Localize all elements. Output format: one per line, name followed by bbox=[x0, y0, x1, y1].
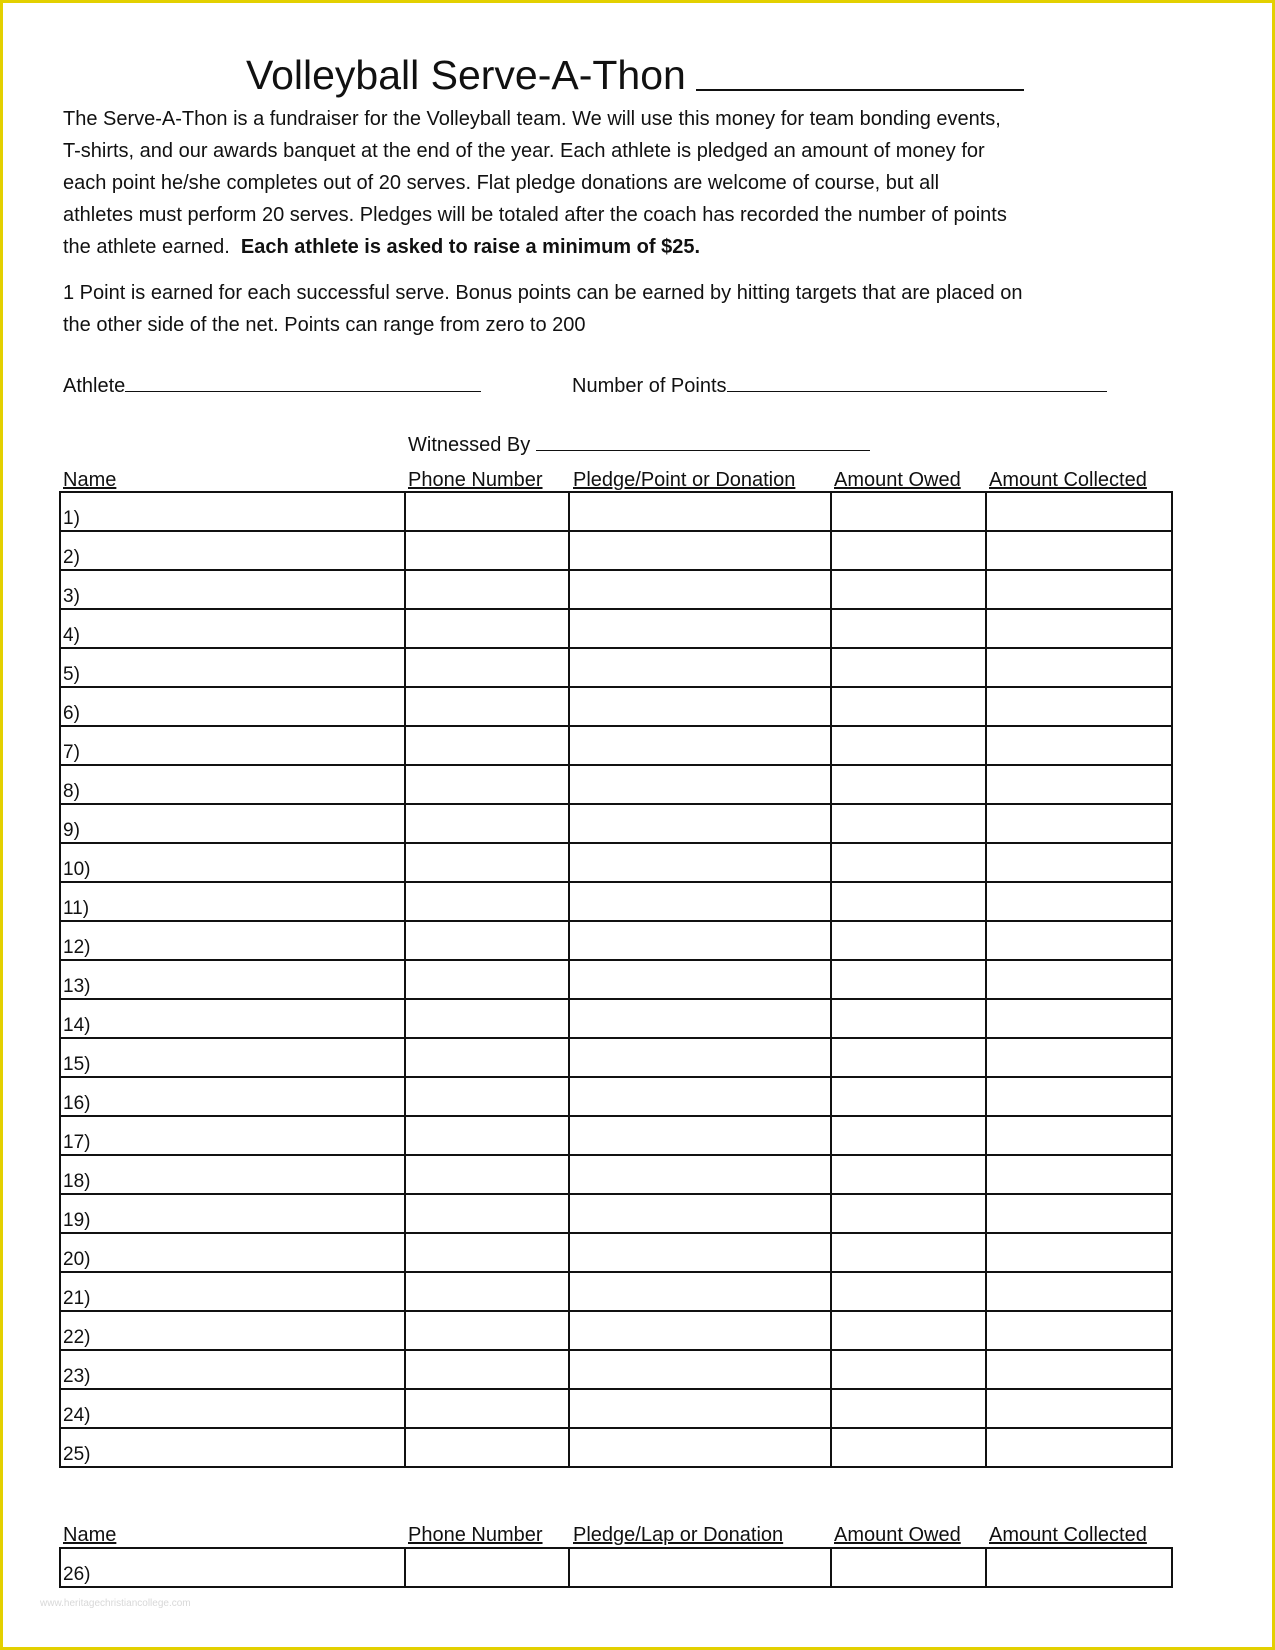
owed-cell[interactable] bbox=[831, 804, 986, 843]
phone-cell[interactable] bbox=[405, 609, 569, 648]
pledge-cell[interactable] bbox=[569, 1389, 831, 1428]
collected-cell[interactable] bbox=[986, 843, 1172, 882]
phone-cell[interactable] bbox=[405, 648, 569, 687]
name-cell[interactable] bbox=[60, 570, 405, 609]
name-cell[interactable] bbox=[60, 1389, 405, 1428]
name-cell[interactable] bbox=[60, 765, 405, 804]
intro-line: T-shirts, and our awards banquet at the end of the year. Each athlete is pledged an amount of money for bbox=[63, 140, 985, 162]
collected-cell[interactable] bbox=[986, 921, 1172, 960]
owed-cell[interactable] bbox=[831, 960, 986, 999]
table-row bbox=[60, 531, 1172, 570]
row-number: 25) bbox=[63, 1444, 91, 1465]
pledge-cell[interactable] bbox=[569, 648, 831, 687]
pledge-cell[interactable] bbox=[569, 609, 831, 648]
phone-cell[interactable] bbox=[405, 1272, 569, 1311]
name-cell[interactable] bbox=[60, 1350, 405, 1389]
phone-cell[interactable] bbox=[405, 687, 569, 726]
table-row bbox=[60, 1194, 1172, 1233]
table-row bbox=[60, 1428, 1172, 1467]
points-blank[interactable] bbox=[727, 373, 1107, 392]
title-text: Volleyball Serve-A-Thon bbox=[246, 52, 686, 98]
row-number: 21) bbox=[63, 1288, 91, 1309]
owed-cell[interactable] bbox=[831, 1233, 986, 1272]
name-cell[interactable] bbox=[60, 492, 405, 531]
table-row bbox=[60, 921, 1172, 960]
row-number: 7) bbox=[63, 742, 80, 763]
phone-cell[interactable] bbox=[405, 1116, 569, 1155]
header-owed-2: Amount Owed bbox=[834, 1524, 961, 1546]
header-phone: Phone Number bbox=[408, 469, 543, 491]
row-number: 15) bbox=[63, 1054, 91, 1075]
table-row bbox=[60, 609, 1172, 648]
pledge-cell[interactable] bbox=[569, 726, 831, 765]
collected-cell[interactable] bbox=[986, 960, 1172, 999]
table-row bbox=[60, 492, 1172, 531]
row-number: 1) bbox=[63, 508, 80, 529]
owed-cell[interactable] bbox=[831, 726, 986, 765]
owed-cell[interactable] bbox=[831, 570, 986, 609]
phone-cell[interactable] bbox=[405, 1038, 569, 1077]
row-number: 17) bbox=[63, 1132, 91, 1153]
collected-cell[interactable] bbox=[986, 1077, 1172, 1116]
owed-cell[interactable] bbox=[831, 1077, 986, 1116]
phone-cell[interactable] bbox=[405, 882, 569, 921]
points-line: 1 Point is earned for each successful serve. Bonus points can be earned by hitting targets that are placed on bbox=[63, 282, 1023, 304]
witness-blank[interactable] bbox=[536, 432, 870, 451]
phone-cell[interactable] bbox=[405, 1350, 569, 1389]
pledge-cell[interactable] bbox=[569, 1272, 831, 1311]
row-number: 8) bbox=[63, 781, 80, 802]
table-row bbox=[60, 882, 1172, 921]
pledge-cell[interactable] bbox=[569, 882, 831, 921]
table-row bbox=[60, 1272, 1172, 1311]
table-row bbox=[60, 1233, 1172, 1272]
phone-cell[interactable] bbox=[405, 1194, 569, 1233]
name-cell[interactable] bbox=[60, 882, 405, 921]
points-line: the other side of the net. Points can range from zero to 200 bbox=[63, 314, 586, 336]
minimum-pledge-note: Each athlete is asked to raise a minimum of $25. bbox=[240, 236, 700, 258]
intro-line: athletes must perform 20 serves. Pledges will be totaled after the coach has recorded the number of points bbox=[63, 204, 1007, 226]
table-row bbox=[60, 726, 1172, 765]
owed-cell[interactable] bbox=[831, 765, 986, 804]
pledge-cell[interactable] bbox=[569, 492, 831, 531]
pledge-cell[interactable] bbox=[569, 1116, 831, 1155]
collected-cell[interactable] bbox=[986, 1038, 1172, 1077]
phone-cell[interactable] bbox=[405, 531, 569, 570]
owed-cell[interactable] bbox=[831, 1116, 986, 1155]
owed-cell[interactable] bbox=[831, 1428, 986, 1467]
pledge-cell[interactable] bbox=[569, 921, 831, 960]
collected-cell[interactable] bbox=[986, 1233, 1172, 1272]
row-number: 16) bbox=[63, 1093, 91, 1114]
owed-cell[interactable] bbox=[831, 1155, 986, 1194]
header-name: Name bbox=[63, 469, 117, 491]
witness-field[interactable] bbox=[408, 432, 870, 457]
table-row bbox=[60, 843, 1172, 882]
row-number: 2) bbox=[63, 547, 80, 568]
name-cell[interactable] bbox=[60, 1548, 405, 1587]
pledge-cell[interactable] bbox=[569, 531, 831, 570]
collected-cell[interactable] bbox=[986, 570, 1172, 609]
phone-cell[interactable] bbox=[405, 492, 569, 531]
owed-cell[interactable] bbox=[831, 1311, 986, 1350]
pledge-cell[interactable] bbox=[569, 1194, 831, 1233]
collected-cell[interactable] bbox=[986, 1194, 1172, 1233]
name-cell[interactable] bbox=[60, 960, 405, 999]
collected-cell[interactable] bbox=[986, 1428, 1172, 1467]
collected-cell[interactable] bbox=[986, 1272, 1172, 1311]
name-cell[interactable] bbox=[60, 726, 405, 765]
table-row bbox=[60, 1548, 1172, 1587]
name-cell[interactable] bbox=[60, 648, 405, 687]
name-cell[interactable] bbox=[60, 804, 405, 843]
row-number: 13) bbox=[63, 976, 91, 997]
header-collected: Amount Collected bbox=[989, 469, 1147, 491]
pledge-cell[interactable] bbox=[569, 843, 831, 882]
name-cell[interactable] bbox=[60, 921, 405, 960]
owed-cell[interactable] bbox=[831, 1272, 986, 1311]
phone-cell[interactable] bbox=[405, 1233, 569, 1272]
phone-cell[interactable] bbox=[405, 1428, 569, 1467]
header-phone-2: Phone Number bbox=[408, 1524, 543, 1546]
row-number: 6) bbox=[63, 703, 80, 724]
owed-cell[interactable] bbox=[831, 648, 986, 687]
points-label: Number of Points bbox=[572, 375, 727, 397]
table-row bbox=[60, 960, 1172, 999]
name-cell[interactable] bbox=[60, 843, 405, 882]
row-number: 4) bbox=[63, 625, 80, 646]
title-blank-line bbox=[696, 89, 1024, 91]
collected-cell[interactable] bbox=[986, 765, 1172, 804]
pledge-table bbox=[59, 491, 1173, 1468]
header-pledge: Pledge/Point or Donation bbox=[573, 469, 796, 491]
header-collected-2: Amount Collected bbox=[989, 1524, 1147, 1546]
row-number: 12) bbox=[63, 937, 91, 958]
owed-cell[interactable] bbox=[831, 1389, 986, 1428]
phone-cell[interactable] bbox=[405, 999, 569, 1038]
pledge-table-2 bbox=[59, 1547, 1173, 1588]
name-cell[interactable] bbox=[60, 1116, 405, 1155]
collected-cell[interactable] bbox=[986, 609, 1172, 648]
pledge-cell[interactable] bbox=[569, 1350, 831, 1389]
collected-cell[interactable] bbox=[986, 1311, 1172, 1350]
row-number: 26) bbox=[63, 1564, 91, 1585]
owed-cell[interactable] bbox=[831, 999, 986, 1038]
collected-cell[interactable] bbox=[986, 492, 1172, 531]
row-number: 23) bbox=[63, 1366, 91, 1387]
witness-label: Witnessed By bbox=[408, 434, 531, 456]
points-field[interactable] bbox=[572, 373, 1107, 398]
phone-cell[interactable] bbox=[405, 804, 569, 843]
header-name-2: Name bbox=[63, 1524, 117, 1546]
collected-cell[interactable] bbox=[986, 804, 1172, 843]
table-row bbox=[60, 1077, 1172, 1116]
pledge-cell[interactable] bbox=[569, 804, 831, 843]
phone-cell[interactable] bbox=[405, 843, 569, 882]
table-row bbox=[60, 648, 1172, 687]
row-number: 10) bbox=[63, 859, 91, 880]
row-number: 24) bbox=[63, 1405, 91, 1426]
row-number: 5) bbox=[63, 664, 80, 685]
phone-cell[interactable] bbox=[405, 921, 569, 960]
phone-cell[interactable] bbox=[405, 726, 569, 765]
name-cell[interactable] bbox=[60, 1311, 405, 1350]
points-paragraph bbox=[63, 277, 1123, 341]
table-row bbox=[60, 1155, 1172, 1194]
name-cell[interactable] bbox=[60, 1155, 405, 1194]
intro-line: The Serve-A-Thon is a fundraiser for the Volleyball team. We will use this money for team bonding events, bbox=[63, 108, 1001, 130]
row-number: 9) bbox=[63, 820, 80, 841]
name-cell[interactable] bbox=[60, 687, 405, 726]
collected-cell[interactable] bbox=[986, 648, 1172, 687]
owed-cell[interactable] bbox=[831, 882, 986, 921]
owed-cell[interactable] bbox=[831, 921, 986, 960]
intro-line bbox=[63, 231, 1123, 263]
name-cell[interactable] bbox=[60, 1272, 405, 1311]
pledge-cell[interactable] bbox=[569, 570, 831, 609]
phone-cell[interactable] bbox=[405, 960, 569, 999]
collected-cell[interactable] bbox=[986, 1350, 1172, 1389]
phone-cell[interactable] bbox=[405, 1311, 569, 1350]
table-row bbox=[60, 1116, 1172, 1155]
pledge-cell[interactable] bbox=[569, 1077, 831, 1116]
intro-line: each point he/she completes out of 20 serves. Flat pledge donations are welcome of course, but all bbox=[63, 172, 940, 194]
table-row bbox=[60, 1311, 1172, 1350]
header-pledge-2: Pledge/Lap or Donation bbox=[573, 1524, 784, 1546]
collected-cell[interactable] bbox=[986, 1155, 1172, 1194]
row-number: 3) bbox=[63, 586, 80, 607]
owed-cell[interactable] bbox=[831, 609, 986, 648]
collected-cell[interactable] bbox=[986, 1116, 1172, 1155]
watermark-text: www.heritagechristiancollege.com bbox=[40, 1598, 191, 1609]
table-row bbox=[60, 570, 1172, 609]
owed-cell[interactable] bbox=[831, 1038, 986, 1077]
collected-cell[interactable] bbox=[986, 999, 1172, 1038]
owed-cell[interactable] bbox=[831, 1194, 986, 1233]
table-row bbox=[60, 765, 1172, 804]
owed-cell[interactable] bbox=[831, 1548, 986, 1587]
header-owed: Amount Owed bbox=[834, 469, 961, 491]
table-row bbox=[60, 1389, 1172, 1428]
pledge-cell[interactable] bbox=[569, 1233, 831, 1272]
phone-cell[interactable] bbox=[405, 1389, 569, 1428]
collected-cell[interactable] bbox=[986, 726, 1172, 765]
athlete-label: Athlete bbox=[63, 375, 126, 397]
phone-cell[interactable] bbox=[405, 765, 569, 804]
table-row bbox=[60, 1038, 1172, 1077]
page-title bbox=[246, 50, 1024, 100]
collected-cell[interactable] bbox=[986, 687, 1172, 726]
pledge-cell[interactable] bbox=[569, 687, 831, 726]
phone-cell[interactable] bbox=[405, 1548, 569, 1587]
pledge-cell[interactable] bbox=[569, 765, 831, 804]
collected-cell[interactable] bbox=[986, 1548, 1172, 1587]
pledge-cell[interactable] bbox=[569, 1548, 831, 1587]
row-number: 20) bbox=[63, 1249, 91, 1270]
table-row bbox=[60, 1350, 1172, 1389]
owed-cell[interactable] bbox=[831, 492, 986, 531]
intro-paragraph bbox=[63, 103, 1123, 263]
row-number: 11) bbox=[63, 898, 90, 919]
owed-cell[interactable] bbox=[831, 843, 986, 882]
table-row bbox=[60, 999, 1172, 1038]
row-number: 18) bbox=[63, 1171, 91, 1192]
owed-cell[interactable] bbox=[831, 687, 986, 726]
pledge-cell[interactable] bbox=[569, 999, 831, 1038]
pledge-cell[interactable] bbox=[569, 1038, 831, 1077]
pledge-cell[interactable] bbox=[569, 960, 831, 999]
owed-cell[interactable] bbox=[831, 1350, 986, 1389]
name-cell[interactable] bbox=[60, 531, 405, 570]
athlete-field[interactable] bbox=[63, 373, 481, 398]
phone-cell[interactable] bbox=[405, 570, 569, 609]
athlete-blank[interactable] bbox=[125, 373, 481, 392]
row-number: 19) bbox=[63, 1210, 91, 1231]
name-cell[interactable] bbox=[60, 1233, 405, 1272]
row-number: 14) bbox=[63, 1015, 91, 1036]
collected-cell[interactable] bbox=[986, 531, 1172, 570]
collected-cell[interactable] bbox=[986, 1389, 1172, 1428]
row-number: 22) bbox=[63, 1327, 91, 1348]
phone-cell[interactable] bbox=[405, 1077, 569, 1116]
phone-cell[interactable] bbox=[405, 1155, 569, 1194]
name-cell[interactable] bbox=[60, 999, 405, 1038]
collected-cell[interactable] bbox=[986, 882, 1172, 921]
owed-cell[interactable] bbox=[831, 531, 986, 570]
name-cell[interactable] bbox=[60, 1194, 405, 1233]
name-cell[interactable] bbox=[60, 1077, 405, 1116]
pledge-cell[interactable] bbox=[569, 1155, 831, 1194]
table-row bbox=[60, 687, 1172, 726]
pledge-cell[interactable] bbox=[569, 1428, 831, 1467]
table-row bbox=[60, 804, 1172, 843]
name-cell[interactable] bbox=[60, 609, 405, 648]
intro-line-plain: the athlete earned. bbox=[63, 236, 241, 258]
name-cell[interactable] bbox=[60, 1038, 405, 1077]
name-cell[interactable] bbox=[60, 1428, 405, 1467]
pledge-cell[interactable] bbox=[569, 1311, 831, 1350]
